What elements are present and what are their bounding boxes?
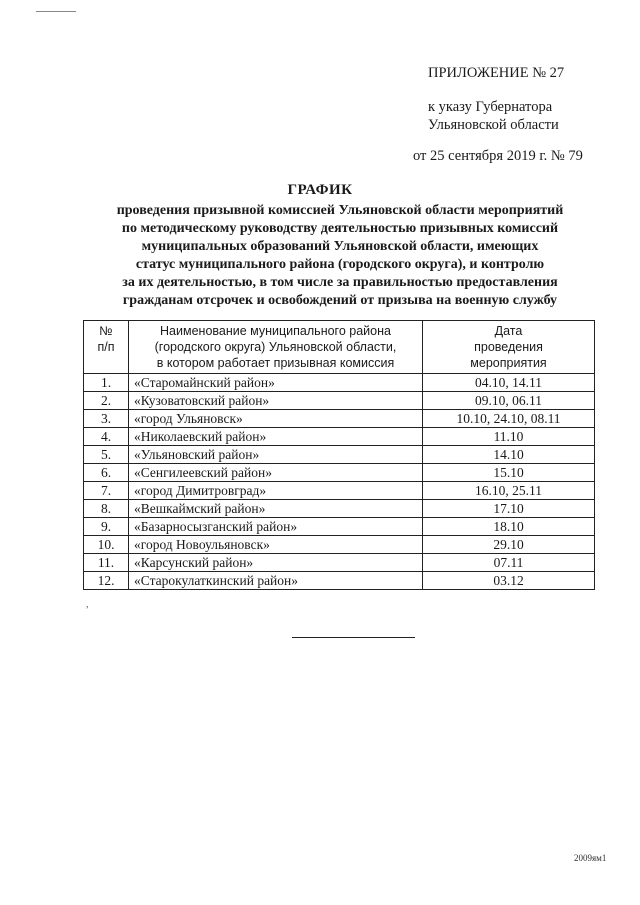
row-district-name: «Старокулаткинский район» <box>129 572 423 590</box>
row-district-name: «город Димитровград» <box>129 482 423 500</box>
row-number: 4. <box>84 428 129 446</box>
row-number: 9. <box>84 518 129 536</box>
table-row <box>84 392 595 410</box>
table-row <box>84 536 595 554</box>
table-row <box>84 428 595 446</box>
row-number: 6. <box>84 464 129 482</box>
header-number-line: № <box>99 324 113 338</box>
row-district-name: «Сенгилеевский район» <box>129 464 423 482</box>
table-row <box>84 374 595 392</box>
signature-line <box>292 637 415 638</box>
table-row <box>84 518 595 536</box>
row-number: 5. <box>84 446 129 464</box>
row-district-name: «Старомайнский район» <box>129 374 423 392</box>
row-number: 7. <box>84 482 129 500</box>
row-event-date: 11.10 <box>423 428 595 446</box>
header-name-line: в котором работает призывная комиссия <box>156 356 395 370</box>
row-event-date: 15.10 <box>423 464 595 482</box>
row-event-date: 17.10 <box>423 500 595 518</box>
row-district-name: «Вешкаймский район» <box>129 500 423 518</box>
row-event-date: 09.10, 06.11 <box>423 392 595 410</box>
row-number: 12. <box>84 572 129 590</box>
appendix-date-line: от 25 сентября 2019 г. № 79 <box>413 148 583 164</box>
schedule-table-body <box>84 374 595 590</box>
header-name-line: Наименование муниципального района <box>160 324 391 338</box>
table-header-row <box>84 321 595 374</box>
row-event-date: 14.10 <box>423 446 595 464</box>
table-row <box>84 482 595 500</box>
subtitle-line: за их деятельностью, в том числе за правильностью предоставления <box>122 275 558 290</box>
row-event-date: 04.10, 14.11 <box>423 374 595 392</box>
row-district-name: «Кузоватовский район» <box>129 392 423 410</box>
header-date-line: Дата <box>494 324 523 338</box>
row-number: 3. <box>84 410 129 428</box>
scan-artifact: , <box>86 599 89 610</box>
row-event-date: 18.10 <box>423 518 595 536</box>
subtitle-line: гражданам отсрочек и освобождений от призыва на военную службу <box>122 293 558 308</box>
subtitle-line: муниципальных образований Ульяновской области, имеющих <box>141 239 539 254</box>
row-district-name: «Карсунский район» <box>129 554 423 572</box>
subtitle-line: проведения призывной комиссией Ульяновской области мероприятий <box>116 203 564 218</box>
row-district-name: «Ульяновский район» <box>129 446 423 464</box>
row-number: 8. <box>84 500 129 518</box>
header-district-name <box>129 321 423 374</box>
table-row <box>84 446 595 464</box>
header-event-date <box>423 321 595 374</box>
row-event-date: 10.10, 24.10, 08.11 <box>423 410 595 428</box>
header-number-line: п/п <box>97 340 115 354</box>
row-number: 10. <box>84 536 129 554</box>
row-district-name: «Николаевский район» <box>129 428 423 446</box>
row-district-name: «город Ульяновск» <box>129 410 423 428</box>
row-event-date: 29.10 <box>423 536 595 554</box>
row-number: 2. <box>84 392 129 410</box>
header-date-line: мероприятия <box>470 356 547 370</box>
header-number <box>84 321 129 374</box>
table-row <box>84 554 595 572</box>
appendix-title: ПРИЛОЖЕНИЕ № 27 <box>428 65 565 81</box>
top-scan-mark <box>36 11 76 12</box>
row-district-name: «Базарносызганский район» <box>129 518 423 536</box>
subtitle-line: статус муниципального района (городского округа), и контролю <box>135 257 545 272</box>
table-row <box>84 572 595 590</box>
schedule-table <box>83 320 595 590</box>
document-subtitle <box>90 202 590 310</box>
subtitle-line: по методическому руководству деятельностью призывных комиссий <box>121 221 559 236</box>
row-number: 1. <box>84 374 129 392</box>
row-event-date: 07.11 <box>423 554 595 572</box>
document-title: ГРАФИК <box>287 182 353 198</box>
table-row <box>84 410 595 428</box>
header-date-line: проведения <box>474 340 543 354</box>
row-district-name: «город Новоульяновск» <box>129 536 423 554</box>
row-event-date: 03.12 <box>423 572 595 590</box>
table-row <box>84 500 595 518</box>
table-row <box>84 464 595 482</box>
header-name-line: (городского округа) Ульяновской области, <box>154 340 397 354</box>
row-number: 11. <box>84 554 129 572</box>
appendix-reference-line-1: к указу Губернатора <box>428 99 553 115</box>
appendix-reference-line-2: Ульяновской области <box>428 117 559 133</box>
document-code: 2009ям1 <box>574 853 607 863</box>
row-event-date: 16.10, 25.11 <box>423 482 595 500</box>
